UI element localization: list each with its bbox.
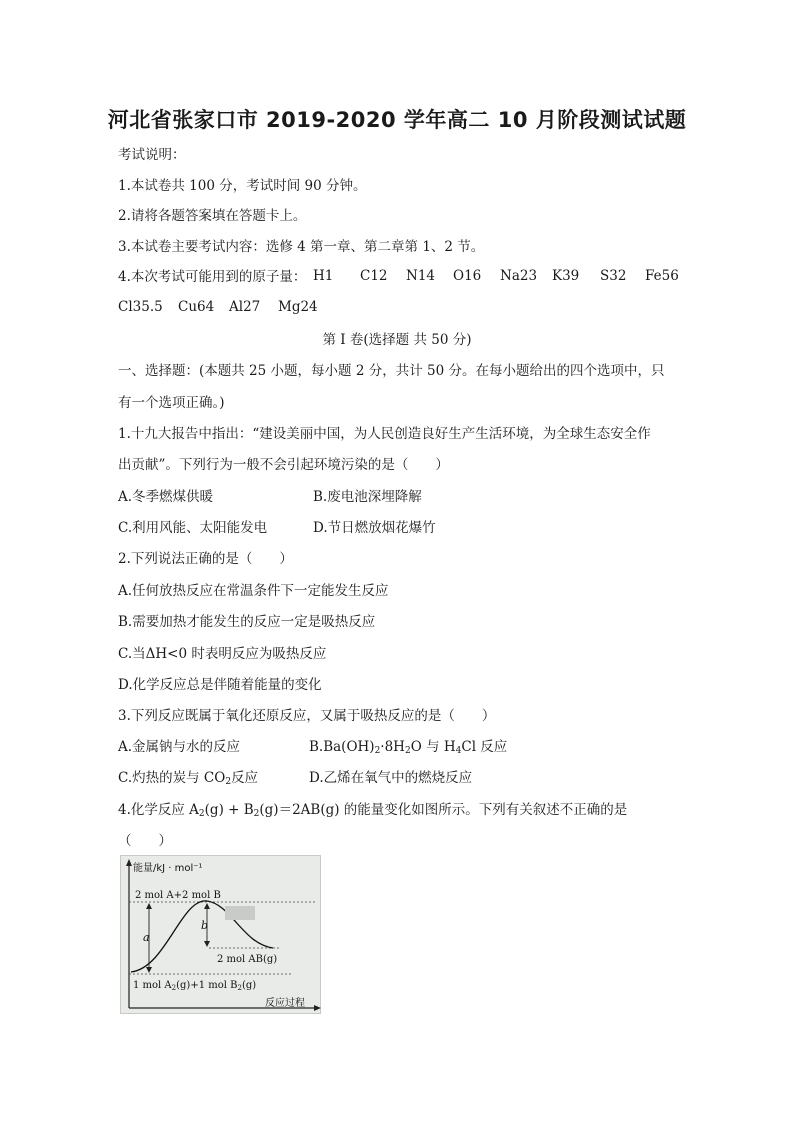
q1-option-d: D.节日燃放烟花爆竹 <box>313 520 436 536</box>
y-axis-label: 能量/kJ · mol⁻¹ <box>133 863 203 874</box>
q2-option-b: B.需要加热才能发生的反应一定是吸热反应 <box>118 614 376 630</box>
atomic-mass-c: C12 <box>360 268 388 284</box>
instruction-line-1: 1.本试卷共 100 分，考试时间 90 分钟。 <box>118 178 367 194</box>
instruction-line-3: 3.本试卷主要考试内容：选修 4 第一章、第二章第 1、2 节。 <box>118 239 485 255</box>
q1-option-b: B.废电池深埋降解 <box>313 489 422 505</box>
q3-option-d: D.乙烯在氧气中的燃烧反应 <box>309 770 473 786</box>
product-label: 2 mol AB(g) <box>217 954 278 965</box>
q2-option-a: A.任何放热反应在常温条件下一定能发生反应 <box>118 583 389 599</box>
atomic-mass-cl: Cl35.5 <box>118 299 163 315</box>
q2-option-d: D.化学反应总是伴随着能量的变化 <box>118 677 322 693</box>
atomic-mass-n: N14 <box>406 268 435 284</box>
energy-diagram <box>120 855 321 1014</box>
atomic-mass-k: K39 <box>552 268 580 284</box>
q2-stem: 2.下列说法正确的是（ ） <box>118 551 293 567</box>
page-title: 河北省张家口市 2019-2020 学年高二 10 月阶段测试试题 <box>107 108 687 132</box>
x-axis-label: 反应过程 <box>265 998 305 1009</box>
y-axis-arrow <box>126 859 132 866</box>
q2-option-c: C.当ΔH<0 时表明反应为吸热反应 <box>118 646 327 662</box>
arrow-b-bottom-head <box>204 941 210 947</box>
section-intro-line-1: 一、选择题：(本题共 25 小题，每小题 2 分，共计 50 分。在每小题给出的四个选项中，只 <box>118 363 665 379</box>
q3-stem: 3.下列反应既属于氧化还原反应，又属于吸热反应的是（ ） <box>118 708 496 724</box>
q1-option-a: A.冬季燃煤供暖 <box>118 489 214 505</box>
q3-option-c: C.灼热的炭与 $CO_2$反应 <box>118 770 259 787</box>
atomic-mass-o: O16 <box>453 268 482 284</box>
atomic-mass-fe: Fe56 <box>645 268 679 284</box>
instructions-heading: 考试说明： <box>118 147 186 163</box>
q4-stem-line-2: （ ） <box>118 833 172 849</box>
atomic-mass-h: H1 <box>313 268 334 284</box>
reactant-label: 1 mol $A_2(g)+1$ mol $B_2(g)$ <box>133 980 257 992</box>
q3-option-b: $B.Ba(OH)_2\cdot 8H_2O$ 与 $H_4Cl$ 反应 <box>309 739 508 756</box>
q4-stem-line-1: 4.化学反应 $A_2(g) + B_2(g)=2AB(g)$ 的能量变化如图所示。下列有关叙述不正确的是 <box>118 802 628 819</box>
top-level-label: 2 mol A+2 mol B <box>135 890 221 901</box>
q1-stem-line-2: 出贡献”。下列行为一般不会引起环境污染的是（ ） <box>118 457 449 473</box>
section-intro-line-2: 有一个选项正确。) <box>118 395 225 411</box>
atomic-mass-al: Al27 <box>229 299 261 315</box>
atomic-mass-cu: Cu64 <box>178 299 215 315</box>
label-b: b <box>201 919 209 932</box>
part-heading: 第 I 卷(选择题 共 50 分) <box>322 332 472 348</box>
q1-stem-line-1: 1.十九大报告中指出：“建设美丽中国，为人民创造良好生产生活环境，为全球生态安全作 <box>118 426 651 442</box>
x-axis-arrow <box>314 1005 321 1011</box>
q1-option-c: C.利用风能、太阳能发电 <box>118 520 268 536</box>
q3-option-a: A.金属钠与水的反应 <box>118 739 241 755</box>
arrow-a-top-head <box>146 903 152 909</box>
arrow-a-bottom-head <box>146 967 152 973</box>
instruction-line-2: 2.请将各题答案填在答题卡上。 <box>118 208 307 224</box>
energy-diagram-svg <box>121 856 322 1015</box>
instruction-line-4-prefix: 4.本次考试可能用到的原子量： <box>118 269 307 285</box>
label-a: a <box>143 931 150 944</box>
obscured-patch <box>225 906 255 920</box>
atomic-mass-s: S32 <box>600 268 627 284</box>
atomic-mass-na: Na23 <box>500 268 538 284</box>
arrow-b-top-head <box>204 903 210 909</box>
atomic-mass-mg: Mg24 <box>278 299 318 315</box>
